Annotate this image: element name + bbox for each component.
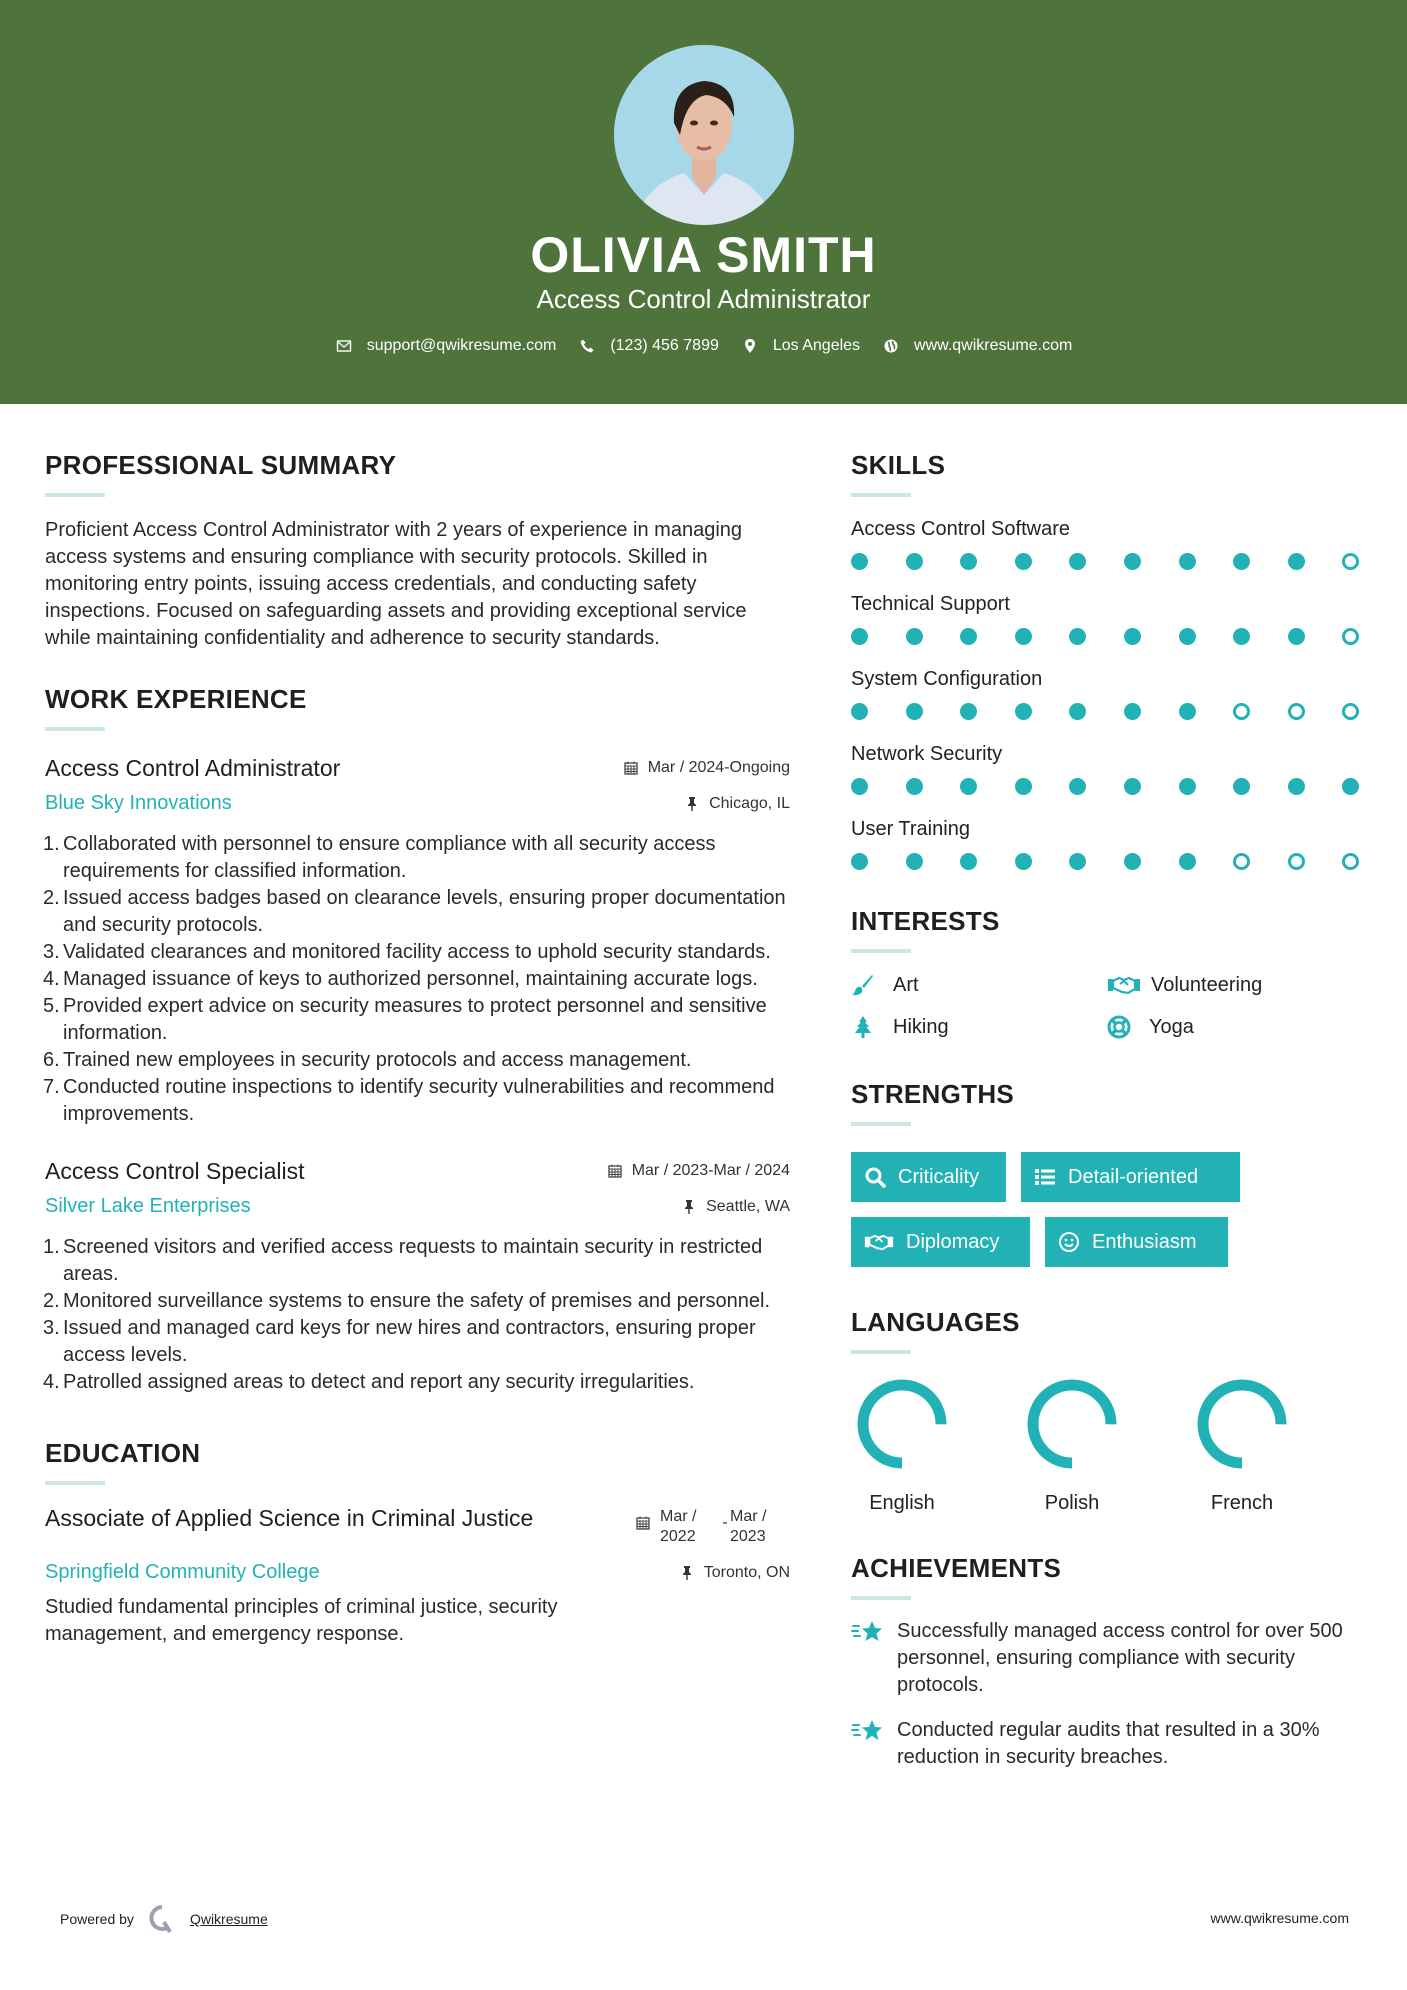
job-entry [45,755,790,1128]
language-item [1021,1378,1191,1515]
envelope-icon [335,337,353,355]
globe-icon [882,337,900,355]
powered-by [60,1904,268,1934]
job-date-text: Mar / 2023-Mar / 2024 [631,1162,790,1179]
job-date [607,1162,790,1180]
skill-rating [851,853,1371,870]
rating-dot-filled [906,778,923,795]
rating-dot-filled [1124,778,1141,795]
right-column [851,450,1371,1771]
skill-name: System Configuration [851,668,1043,690]
bullet-item: Collaborated with personnel to ensure compliance with all security access requirements for classified information. [63,833,716,882]
rating-dot-filled [906,628,923,645]
rating-dot-filled [851,628,868,645]
strength-chip [851,1217,1030,1267]
section-divider [851,1122,911,1126]
footer [0,1898,1407,1938]
search-icon [864,1166,886,1188]
rating-dot-filled [1288,628,1305,645]
pushpin-icon [684,796,700,812]
interests-list [851,973,1371,1039]
rating-dot-filled [1124,553,1141,570]
handshake-icon [1107,973,1141,997]
education-location-text: Toronto, ON [703,1563,790,1581]
star-icon [851,1618,885,1646]
phone-icon [578,337,596,355]
footer-website[interactable]: www.qwikresume.com [1210,1910,1349,1926]
languages-list [851,1378,1371,1515]
bullet-item: Screened visitors and verified access requests to maintain security in restricted areas. [63,1236,763,1285]
list-icon [1034,1166,1056,1188]
job-title: Access Control Specialist [45,1158,305,1184]
skill-name: Access Control Software [851,518,1070,540]
rating-dot-empty [1288,853,1305,870]
skill-rating [851,778,1371,795]
skill-name: Technical Support [851,593,1010,615]
interest-label: Volunteering [1151,973,1263,996]
education-dates [635,1507,790,1547]
rating-dot-filled [906,853,923,870]
rating-dot-empty [1233,703,1250,720]
section-title: LANGUAGES [851,1307,1020,1337]
job-location-text: Chicago, IL [709,794,790,812]
job-bullets [45,831,790,1128]
rating-dot-filled [1124,628,1141,645]
education-end: Mar / 2023 [730,1508,767,1545]
language-item [851,1378,1021,1515]
skill-rating [851,703,1371,720]
contact-bar [0,337,1407,355]
bullet-item: Trained new employees in security protocols and access management. [63,1049,692,1071]
rating-dot-filled [1179,628,1196,645]
rating-dot-filled [851,703,868,720]
contact-email-text: support@qwikresume.com [366,337,557,354]
candidate-name: OLIVIA SMITH [530,227,877,283]
rating-dot-empty [1342,853,1359,870]
rating-dot-filled [960,853,977,870]
interest-label: Art [893,973,919,996]
section-title: SKILLS [851,450,946,480]
rating-dot-filled [960,703,977,720]
languages-section [851,1307,1371,1515]
rating-dot-filled [1342,778,1359,795]
language-progress-ring [1196,1378,1288,1470]
rating-dot-filled [1288,778,1305,795]
paintbrush-icon [851,973,883,997]
section-divider [851,949,911,953]
section-divider [45,493,105,497]
strength-chip [851,1152,1006,1202]
qwikresume-logo-icon [148,1904,176,1934]
skill-name: Network Security [851,743,1003,765]
rating-dot-empty [1342,628,1359,645]
interests-section [851,906,1371,1039]
rating-dot-filled [1015,628,1032,645]
bullet-item: Provided expert advice on security measures to protect personnel and sensitive information. [63,995,767,1044]
summary-text: Proficient Access Control Administrator with 2 years of experience in managing access systems and ensuring compliance with security protocols. Skilled in monitoring entry points, issuing access credentials, and conducting safety inspections. Focused on safeguarding assets and providing exceptional service while maintaining confidentiality and adherence to security standards. [45,519,747,649]
contact-location [741,337,860,355]
rating-dot-filled [906,553,923,570]
skills-list [851,517,1371,870]
rating-dot-filled [1179,778,1196,795]
job-entry [45,1158,790,1396]
job-location [681,1198,790,1216]
map-marker-icon [741,337,759,355]
school-name: Springfield Community College [45,1561,320,1583]
language-name: Polish [1044,1492,1100,1514]
language-progress-ring [1026,1378,1118,1470]
rating-dot-filled [1069,628,1086,645]
rating-dot-filled [1015,703,1032,720]
interest-label: Yoga [1149,1015,1194,1038]
skills-section [851,450,1371,870]
rating-dot-empty [1342,703,1359,720]
bullet-item: Issued access badges based on clearance levels, ensuring proper documentation and security protocols. [63,887,786,936]
strength-label: Enthusiasm [1092,1230,1197,1253]
interest-item [851,1015,1107,1039]
contact-phone[interactable] [578,337,719,355]
job-title: Access Control Administrator [45,755,341,781]
calendar-icon [623,760,639,776]
company-name: Blue Sky Innovations [45,792,232,814]
calendar-icon [607,1163,623,1179]
rating-dot-filled [1069,553,1086,570]
rating-dot-filled [1179,553,1196,570]
powered-by-label: Powered by [60,1911,134,1927]
education-start: Mar / 2022 [660,1508,697,1545]
rating-dot-filled [1015,853,1032,870]
candidate-title: Access Control Administrator [536,284,871,314]
rating-dot-filled [1015,778,1032,795]
strength-chip [1045,1217,1228,1267]
education-section [45,1438,790,1648]
rating-dot-filled [1124,853,1141,870]
section-title: INTERESTS [851,906,1000,936]
language-name: English [869,1492,935,1514]
smile-icon [1058,1231,1080,1253]
education-location [679,1564,790,1582]
skill-name: User Training [851,818,970,840]
interest-item [1107,1015,1363,1039]
section-title: EDUCATION [45,1438,201,1468]
contact-location-text: Los Angeles [772,337,861,354]
skill-rating [851,628,1371,645]
summary-section [45,450,790,652]
rating-dot-filled [960,628,977,645]
achievement-item [851,1618,1371,1699]
rating-dot-empty [1288,703,1305,720]
education-description: Studied fundamental principles of criminal justice, security management, and emergency response. [45,1596,558,1645]
resume-header [0,0,1407,404]
strengths-list [851,1152,1271,1267]
rating-dot-filled [851,553,868,570]
interest-label: Hiking [893,1015,949,1038]
job-location [684,795,790,813]
section-title: STRENGTHS [851,1079,1015,1109]
contact-website-text: www.qwikresume.com [914,337,1073,354]
star-icon [851,1717,885,1745]
rating-dot-filled [851,853,868,870]
bullet-item: Validated clearances and monitored facility access to uphold security standards. [63,941,771,963]
section-title: WORK EXPERIENCE [45,684,307,714]
bullet-item: Patrolled assigned areas to detect and report any security irregularities. [63,1371,695,1393]
rating-dot-filled [1233,778,1250,795]
experience-section [45,684,790,1396]
achievements-section [851,1553,1371,1771]
rating-dot-filled [1015,553,1032,570]
date-separator: - [722,1514,728,1531]
section-title: PROFESSIONAL SUMMARY [45,450,397,480]
section-divider [851,493,911,497]
tree-icon [851,1015,883,1039]
bullet-item: Monitored surveillance systems to ensure the safety of premises and personnel. [63,1290,771,1312]
life-ring-icon [1107,1015,1139,1039]
achievement-text: Successfully managed access control for over 500 personnel, ensuring compliance with security protocols. [897,1620,1343,1696]
bullet-item: Managed issuance of keys to authorized personnel, maintaining accurate logs. [63,968,758,990]
rating-dot-filled [906,703,923,720]
handshake-icon [864,1231,894,1253]
language-item [1191,1378,1361,1515]
profile-photo-image [614,45,794,225]
bullet-item: Conducted routine inspections to identify security vulnerabilities and recommend improvements. [63,1076,775,1125]
pushpin-icon [681,1199,697,1215]
job-date-text: Mar / 2024-Ongoing [647,759,790,776]
section-divider [851,1350,911,1354]
rating-dot-filled [960,778,977,795]
skill-rating [851,553,1371,570]
qwikresume-link[interactable]: Qwikresume [189,1911,268,1927]
rating-dot-filled [960,553,977,570]
contact-website[interactable] [882,337,1072,355]
rating-dot-filled [851,778,868,795]
section-divider [45,727,105,731]
interest-item [1107,973,1363,997]
rating-dot-filled [1069,703,1086,720]
rating-dot-filled [1179,853,1196,870]
section-title: ACHIEVEMENTS [851,1553,1062,1583]
contact-phone-text: (123) 456 7899 [610,337,719,354]
degree-title: Associate of Applied Science in Criminal Justice [45,1505,534,1531]
strength-label: Detail-oriented [1068,1165,1199,1188]
rating-dot-filled [1179,703,1196,720]
rating-dot-empty [1233,853,1250,870]
bullet-item: Issued and managed card keys for new hires and contractors, ensuring proper access levels. [63,1317,756,1366]
rating-dot-filled [1233,628,1250,645]
pushpin-icon [679,1565,695,1581]
rating-dot-filled [1124,703,1141,720]
strengths-section [851,1079,1371,1267]
left-column [45,450,790,1648]
profile-photo [614,45,794,225]
section-divider [45,1481,105,1485]
contact-email[interactable] [335,337,557,355]
rating-dot-filled [1069,778,1086,795]
job-location-text: Seattle, WA [706,1197,790,1215]
job-bullets [45,1234,790,1396]
achievement-item [851,1717,1371,1771]
rating-dot-empty [1342,553,1359,570]
rating-dot-filled [1069,853,1086,870]
interest-item [851,973,1107,997]
rating-dot-filled [1288,553,1305,570]
calendar-icon [635,1515,651,1531]
strength-chip [1021,1152,1240,1202]
achievement-text: Conducted regular audits that resulted in a 30% reduction in security breaches. [897,1719,1320,1768]
job-date [623,759,790,777]
company-name: Silver Lake Enterprises [45,1195,251,1217]
language-name: French [1210,1492,1274,1514]
strength-label: Diplomacy [906,1230,1000,1253]
section-divider [851,1596,911,1600]
strength-label: Criticality [898,1165,980,1188]
language-progress-ring [856,1378,948,1470]
rating-dot-filled [1233,553,1250,570]
